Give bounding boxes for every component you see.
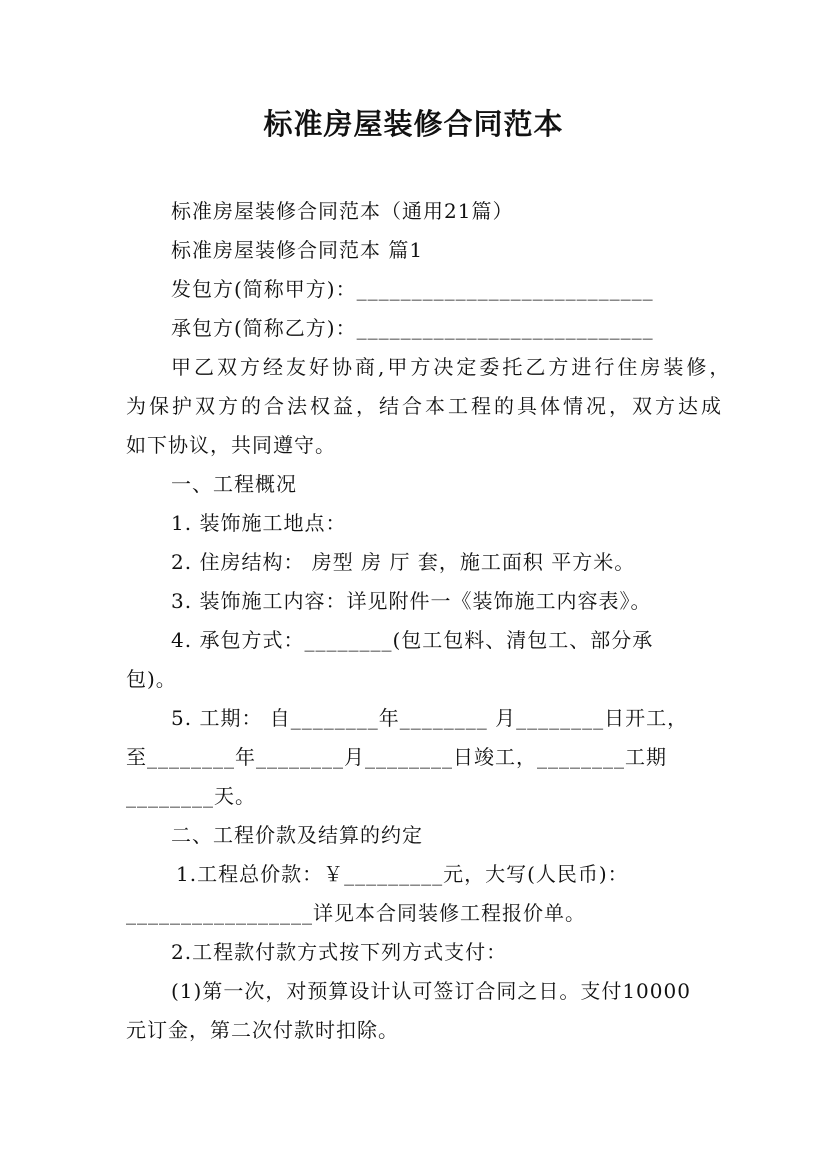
party-a-line: 发包方(简称甲方)：___________________________: [171, 277, 654, 301]
clause-item: 2. 住房结构： 房型 房 厅 套，施工面积 平方米。: [171, 550, 636, 574]
document-title: 标准房屋装修合同范本: [263, 107, 564, 141]
clause-item: 4. 承包方式：________(包工包料、清包工、部分承: [171, 628, 654, 652]
document-subtitle: 标准房屋装修合同范本（通用21篇）: [171, 199, 514, 223]
clause-item: 1. 装饰施工地点：: [171, 511, 347, 535]
clause-heading: 一、工程概况: [171, 472, 297, 496]
section-heading: 标准房屋装修合同范本 篇1: [171, 238, 424, 262]
clause-item: 2.工程款付款方式按下列方式支付：: [171, 940, 508, 964]
clause-item: 1.工程总价款：￥_________元，大写(人民币)：: [176, 862, 629, 886]
party-b-line: 承包方(简称乙方)：___________________________: [171, 316, 654, 340]
clause-item: _________________详见本合同装修工程报价单。: [126, 901, 586, 925]
clause-item: 元订金，第二次付款时扣除。: [126, 1018, 399, 1042]
paragraph-line: 甲乙双方经友好协商,甲方决定委托乙方进行住房装修，: [171, 355, 733, 379]
clause-item: 至________年________月________日竣工，________工期: [126, 745, 667, 769]
clause-item: (1)第一次，对预算设计认可签订合同之日。支付10000: [171, 979, 691, 1003]
clause-item: ________天。: [126, 784, 256, 808]
clause-item: 包)。: [126, 667, 177, 691]
clause-item: 3. 装饰施工内容：详见附件一《装饰施工内容表》。: [171, 589, 652, 613]
clause-item: 5. 工期： 自________年________ 月________日开工，: [171, 706, 689, 730]
paragraph-line: 为保护双方的合法权益，结合本工程的具体情况，双方达成: [126, 394, 724, 418]
paragraph-line: 如下协议，共同遵守。: [126, 433, 336, 457]
clause-heading: 二、工程价款及结算的约定: [171, 823, 423, 847]
